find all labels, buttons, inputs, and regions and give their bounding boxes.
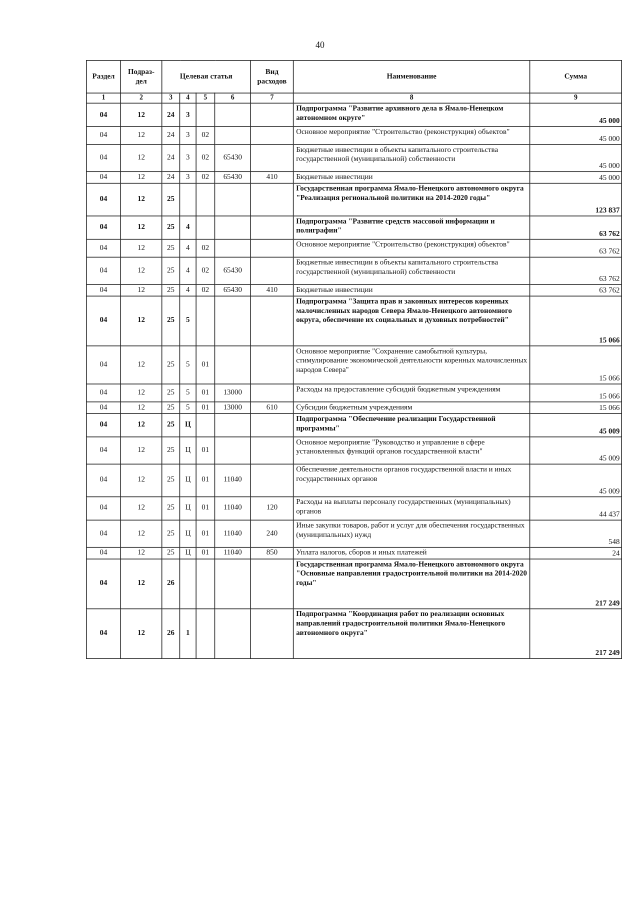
cell-program-code: 24: [162, 127, 180, 145]
col-number: 7: [251, 93, 294, 103]
cell-name: Расходы на предоставление субсидий бюджетным учреждениям: [293, 384, 529, 402]
col-number: 8: [293, 93, 529, 103]
cell-podrazdel: 12: [121, 127, 162, 145]
cell-sum: 45 000: [530, 103, 622, 126]
table-row: [86, 172, 621, 184]
cell-expense-type: [251, 609, 294, 659]
cell-expense-type: 240: [251, 520, 294, 547]
cell-name: Государственная программа Ямало-Ненецкого автономного округа "Реализация региональной политики на 2014-2020 годы": [293, 183, 529, 216]
cell-razdel: 04: [86, 384, 120, 402]
cell-razdel: 04: [86, 183, 120, 216]
cell-event-code: 01: [196, 437, 215, 464]
cell-name: Подпрограмма "Обеспечение реализации Государственной программы": [293, 414, 529, 437]
cell-expense-type: [251, 559, 294, 609]
cell-program-code: 25: [162, 437, 180, 464]
col-number: 6: [215, 93, 251, 103]
cell-name: Обеспечение деятельности органов государственной власти и иных государственных органов: [293, 464, 529, 497]
table-row: [86, 103, 621, 126]
cell-direction-code: 11040: [215, 547, 251, 559]
col-number: 4: [180, 93, 196, 103]
cell-expense-type: [251, 127, 294, 145]
cell-sum: 45 009: [530, 464, 622, 497]
cell-event-code: 01: [196, 346, 215, 384]
cell-expense-type: [251, 144, 294, 171]
cell-program-code: 25: [162, 414, 180, 437]
cell-expense-type: [251, 257, 294, 284]
cell-name: Государственная программа Ямало-Ненецкого автономного округа "Основные направления градостроительной политики на 2014-2020 годы": [293, 559, 529, 609]
cell-direction-code: [215, 296, 251, 346]
cell-name: Подпрограмма "Развитие средств массовой информации и полиграфии": [293, 216, 529, 239]
header-celevaya-statya: Целевая статья: [162, 60, 251, 93]
cell-subprogram-code: 4: [180, 284, 196, 296]
cell-direction-code: [215, 239, 251, 257]
cell-name: Подпрограмма "Развитие архивного дела в Ямало-Ненецком автономном округе": [293, 103, 529, 126]
cell-podrazdel: 12: [121, 402, 162, 414]
cell-event-code: [196, 414, 215, 437]
table-row: [86, 559, 621, 609]
table-row: [86, 520, 621, 547]
cell-subprogram-code: 4: [180, 239, 196, 257]
cell-event-code: [196, 559, 215, 609]
cell-expense-type: 850: [251, 547, 294, 559]
cell-name: Иные закупки товаров, работ и услуг для обеспечения государственных (муниципальных) нужд: [293, 520, 529, 547]
table-row: [86, 497, 621, 520]
table-row: [86, 384, 621, 402]
cell-event-code: [196, 216, 215, 239]
cell-name: Основное мероприятие "Строительство (реконструкция) объектов": [293, 127, 529, 145]
cell-sum: 15 066: [530, 346, 622, 384]
table-row: [86, 127, 621, 145]
table-row: [86, 284, 621, 296]
cell-direction-code: 65430: [215, 257, 251, 284]
cell-podrazdel: 12: [121, 144, 162, 171]
cell-expense-type: [251, 239, 294, 257]
cell-expense-type: [251, 437, 294, 464]
cell-razdel: 04: [86, 414, 120, 437]
cell-razdel: 04: [86, 346, 120, 384]
cell-podrazdel: 12: [121, 559, 162, 609]
cell-program-code: 26: [162, 609, 180, 659]
cell-expense-type: 120: [251, 497, 294, 520]
cell-sum: 63 762: [530, 257, 622, 284]
cell-expense-type: 410: [251, 284, 294, 296]
cell-program-code: 25: [162, 346, 180, 384]
table-row: [86, 183, 621, 216]
cell-name: Основное мероприятие "Руководство и управление в сфере установленных функций органов государственной власти": [293, 437, 529, 464]
cell-event-code: [196, 103, 215, 126]
cell-podrazdel: 12: [121, 384, 162, 402]
page-number: 40: [315, 40, 325, 50]
cell-direction-code: [215, 216, 251, 239]
cell-program-code: 24: [162, 172, 180, 184]
table-row: [86, 257, 621, 284]
table-row: [86, 296, 621, 346]
cell-subprogram-code: Ц: [180, 547, 196, 559]
cell-razdel: 04: [86, 296, 120, 346]
cell-direction-code: 65430: [215, 144, 251, 171]
col-number: 5: [196, 93, 215, 103]
cell-podrazdel: 12: [121, 172, 162, 184]
cell-name: Основное мероприятие "Строительство (реконструкция) объектов": [293, 239, 529, 257]
cell-razdel: 04: [86, 520, 120, 547]
cell-direction-code: [215, 437, 251, 464]
table-row: [86, 414, 621, 437]
cell-name: Субсидии бюджетным учреждениям: [293, 402, 529, 414]
cell-sum: 45 009: [530, 414, 622, 437]
cell-subprogram-code: Ц: [180, 414, 196, 437]
cell-sum: 63 762: [530, 216, 622, 239]
cell-program-code: 25: [162, 547, 180, 559]
cell-direction-code: [215, 414, 251, 437]
header-summa: Сумма: [530, 60, 622, 93]
cell-name: Подпрограмма "Защита прав и законных интересов коренных малочисленных народов Севера Ямало-Ненецкого автономного округа, обеспечение их социальных и духовных потребностей": [293, 296, 529, 346]
cell-sum: 44 437: [530, 497, 622, 520]
cell-event-code: 02: [196, 172, 215, 184]
cell-podrazdel: 12: [121, 464, 162, 497]
cell-podrazdel: 12: [121, 103, 162, 126]
col-number: 1: [86, 93, 120, 103]
cell-name: Подпрограмма "Координация работ по реализации основных направлений градостроительной политики Ямало-Ненецкого автономного округа": [293, 609, 529, 659]
cell-razdel: 04: [86, 239, 120, 257]
cell-name: Бюджетные инвестиции: [293, 172, 529, 184]
col-number: 9: [530, 93, 622, 103]
cell-expense-type: [251, 384, 294, 402]
cell-name: Основное мероприятие "Сохранение самобытной культуры, стимулирование экономической деятельности коренных малочисленных народов Севера": [293, 346, 529, 384]
table-row: [86, 437, 621, 464]
cell-expense-type: [251, 216, 294, 239]
cell-direction-code: [215, 559, 251, 609]
cell-program-code: 25: [162, 464, 180, 497]
cell-podrazdel: 12: [121, 609, 162, 659]
cell-event-code: [196, 183, 215, 216]
cell-subprogram-code: 4: [180, 257, 196, 284]
cell-razdel: 04: [86, 127, 120, 145]
cell-direction-code: [215, 127, 251, 145]
table-row: [86, 216, 621, 239]
cell-event-code: 01: [196, 520, 215, 547]
cell-expense-type: [251, 346, 294, 384]
cell-event-code: 01: [196, 497, 215, 520]
cell-podrazdel: 12: [121, 296, 162, 346]
cell-razdel: 04: [86, 547, 120, 559]
cell-name: Бюджетные инвестиции в объекты капитального строительства государственной (муниципальной) собственности: [293, 257, 529, 284]
cell-program-code: 25: [162, 239, 180, 257]
table-row: [86, 609, 621, 659]
cell-name: Бюджетные инвестиции: [293, 284, 529, 296]
cell-subprogram-code: Ц: [180, 497, 196, 520]
cell-program-code: 25: [162, 284, 180, 296]
cell-podrazdel: 12: [121, 346, 162, 384]
cell-sum: 217 249: [530, 559, 622, 609]
table-row: [86, 402, 621, 414]
header-vid-rashodov: Вид расходов: [251, 60, 294, 93]
cell-sum: 45 009: [530, 437, 622, 464]
cell-event-code: 02: [196, 127, 215, 145]
table-row: [86, 547, 621, 559]
cell-sum: 24: [530, 547, 622, 559]
cell-program-code: 25: [162, 520, 180, 547]
table-row: [86, 239, 621, 257]
cell-expense-type: [251, 296, 294, 346]
cell-podrazdel: 12: [121, 257, 162, 284]
cell-name: Уплата налогов, сборов и иных платежей: [293, 547, 529, 559]
cell-sum: 15 066: [530, 402, 622, 414]
cell-program-code: 25: [162, 257, 180, 284]
cell-razdel: 04: [86, 559, 120, 609]
cell-sum: 45 000: [530, 144, 622, 171]
col-number: 3: [162, 93, 180, 103]
cell-program-code: 25: [162, 497, 180, 520]
cell-expense-type: [251, 103, 294, 126]
cell-event-code: 01: [196, 547, 215, 559]
cell-direction-code: 11040: [215, 464, 251, 497]
cell-podrazdel: 12: [121, 239, 162, 257]
cell-expense-type: 410: [251, 172, 294, 184]
col-number: 2: [121, 93, 162, 103]
cell-direction-code: 13000: [215, 384, 251, 402]
cell-event-code: 02: [196, 239, 215, 257]
cell-direction-code: 65430: [215, 172, 251, 184]
cell-podrazdel: 12: [121, 414, 162, 437]
cell-razdel: 04: [86, 144, 120, 171]
cell-sum: 217 249: [530, 609, 622, 659]
table-row: [86, 346, 621, 384]
cell-event-code: 01: [196, 464, 215, 497]
cell-subprogram-code: 1: [180, 609, 196, 659]
cell-podrazdel: 12: [121, 216, 162, 239]
cell-razdel: 04: [86, 464, 120, 497]
cell-expense-type: 610: [251, 402, 294, 414]
cell-event-code: 02: [196, 144, 215, 171]
cell-program-code: 26: [162, 559, 180, 609]
cell-razdel: 04: [86, 402, 120, 414]
cell-subprogram-code: 5: [180, 384, 196, 402]
cell-expense-type: [251, 464, 294, 497]
cell-podrazdel: 12: [121, 284, 162, 296]
cell-program-code: 25: [162, 296, 180, 346]
budget-table: [86, 60, 622, 659]
cell-podrazdel: 12: [121, 520, 162, 547]
cell-name: Бюджетные инвестиции в объекты капитального строительства государственной (муниципальной) собственности: [293, 144, 529, 171]
cell-direction-code: 11040: [215, 497, 251, 520]
cell-program-code: 24: [162, 144, 180, 171]
cell-sum: 15 066: [530, 384, 622, 402]
cell-subprogram-code: 3: [180, 127, 196, 145]
cell-razdel: 04: [86, 172, 120, 184]
cell-sum: 123 837: [530, 183, 622, 216]
cell-direction-code: 13000: [215, 402, 251, 414]
header-podrazdel: Подраз-дел: [121, 60, 162, 93]
cell-program-code: 25: [162, 183, 180, 216]
cell-sum: 15 066: [530, 296, 622, 346]
cell-sum: 63 762: [530, 239, 622, 257]
cell-sum: 45 000: [530, 127, 622, 145]
header-naimenovanie: Наименование: [293, 60, 529, 93]
cell-name: Расходы на выплаты персоналу государственных (муниципальных) органов: [293, 497, 529, 520]
cell-event-code: 01: [196, 402, 215, 414]
cell-podrazdel: 12: [121, 497, 162, 520]
cell-subprogram-code: 3: [180, 172, 196, 184]
cell-razdel: 04: [86, 216, 120, 239]
cell-razdel: 04: [86, 257, 120, 284]
cell-sum: 45 000: [530, 172, 622, 184]
cell-program-code: 25: [162, 216, 180, 239]
cell-program-code: 24: [162, 103, 180, 126]
cell-subprogram-code: 5: [180, 402, 196, 414]
cell-event-code: [196, 296, 215, 346]
cell-subprogram-code: 5: [180, 346, 196, 384]
cell-direction-code: [215, 183, 251, 216]
cell-podrazdel: 12: [121, 183, 162, 216]
cell-sum: 548: [530, 520, 622, 547]
header-razdel: Раздел: [86, 60, 120, 93]
cell-razdel: 04: [86, 497, 120, 520]
cell-direction-code: [215, 609, 251, 659]
cell-program-code: 25: [162, 384, 180, 402]
cell-podrazdel: 12: [121, 547, 162, 559]
cell-subprogram-code: 3: [180, 103, 196, 126]
cell-subprogram-code: 4: [180, 216, 196, 239]
cell-subprogram-code: Ц: [180, 464, 196, 497]
cell-direction-code: [215, 346, 251, 384]
cell-expense-type: [251, 183, 294, 216]
cell-expense-type: [251, 414, 294, 437]
cell-subprogram-code: 3: [180, 144, 196, 171]
cell-subprogram-code: [180, 183, 196, 216]
cell-razdel: 04: [86, 437, 120, 464]
cell-podrazdel: 12: [121, 437, 162, 464]
cell-razdel: 04: [86, 609, 120, 659]
cell-subprogram-code: Ц: [180, 437, 196, 464]
cell-subprogram-code: Ц: [180, 520, 196, 547]
table-row: [86, 144, 621, 171]
cell-subprogram-code: 5: [180, 296, 196, 346]
cell-direction-code: 11040: [215, 520, 251, 547]
cell-direction-code: 65430: [215, 284, 251, 296]
cell-razdel: 04: [86, 103, 120, 126]
table-row: [86, 464, 621, 497]
cell-direction-code: [215, 103, 251, 126]
cell-razdel: 04: [86, 284, 120, 296]
cell-subprogram-code: [180, 559, 196, 609]
cell-event-code: 02: [196, 257, 215, 284]
cell-sum: 63 762: [530, 284, 622, 296]
cell-event-code: 02: [196, 284, 215, 296]
cell-event-code: [196, 609, 215, 659]
cell-program-code: 25: [162, 402, 180, 414]
cell-event-code: 01: [196, 384, 215, 402]
